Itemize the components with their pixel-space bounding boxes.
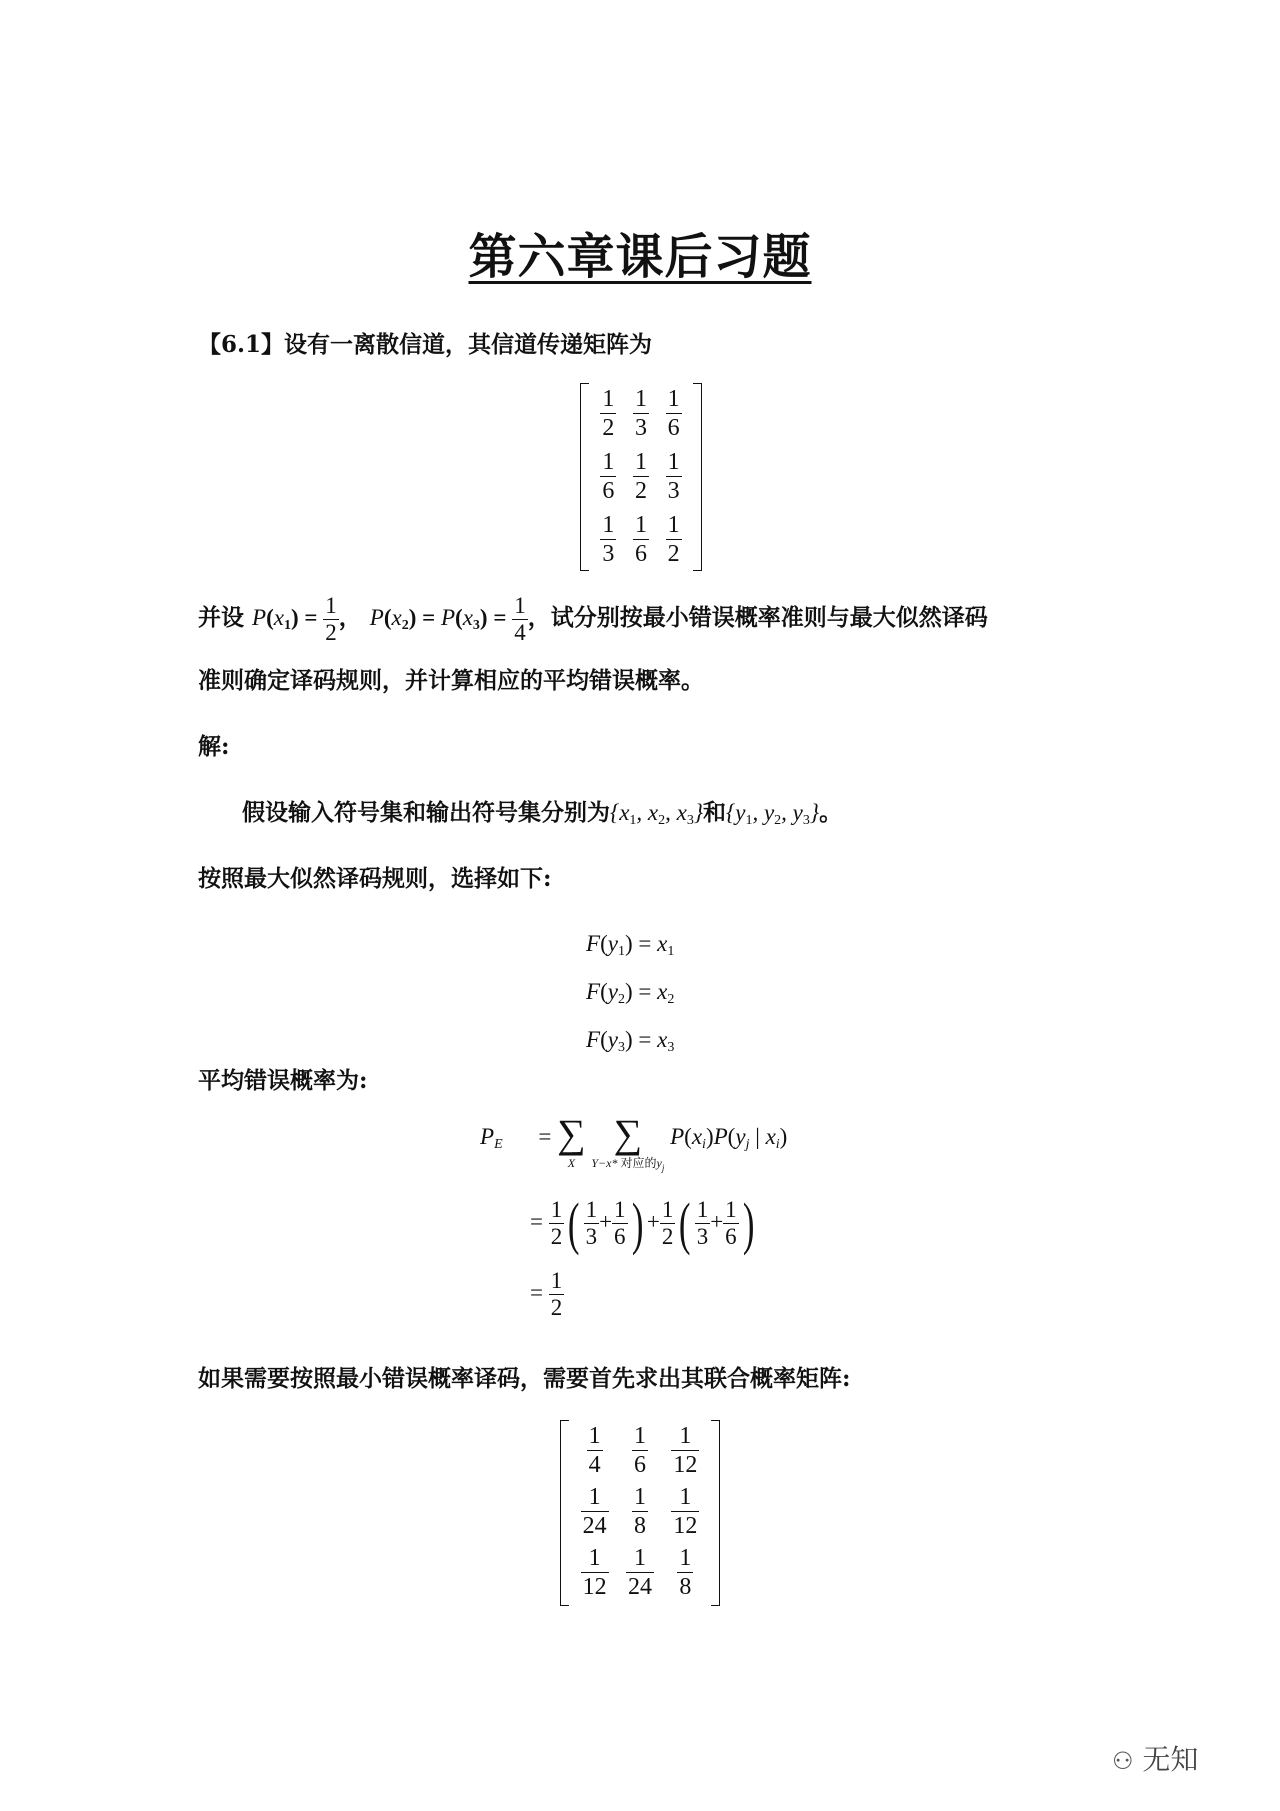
matrix-cell: $\frac{1}{3}$ (602, 512, 615, 567)
matrix-cell: $\frac{1}{2}$ (667, 512, 680, 567)
matrix-cell: $\frac{1}{12}$ (673, 1423, 698, 1478)
channel-matrix (580, 383, 702, 571)
matrix-cell: $\frac{1}{2}$ (602, 386, 615, 441)
solution-label: 解: (198, 733, 230, 760)
matrix-cell: $\frac{1}{8}$ (633, 1484, 646, 1539)
matrix-cell: $\frac{1}{3}$ (634, 386, 647, 441)
frac-one-quarter: $\frac{1}{4}$ (514, 592, 526, 645)
joint-probability-matrix (560, 1420, 720, 1606)
assumption-mid: 和 (703, 799, 727, 826)
assumption-prefix: 假设输入符号集和输出符号集分别为 (242, 799, 610, 826)
prob-x2-x3-formula: P (369, 605, 384, 630)
condition-prefix: 并设 (198, 604, 244, 631)
matrix-cell: $\frac{1}{3}$ (667, 449, 680, 504)
input-symbol-set: {$x_1$, $x_2$, $x_3$} (610, 800, 704, 828)
rule-y1: $F(y_1) = x_1$ (586, 931, 675, 959)
matrix-cell: $\frac{1}{6}$ (633, 1423, 646, 1478)
rule-y3: $F(y_3) = x_3$ (586, 1027, 675, 1055)
page-title: 第六章课后习题 (468, 229, 812, 285)
watermark (1112, 1738, 1198, 1778)
assumption-end: 。 (819, 799, 843, 826)
problem-condition-line2: 准则确定译码规则，并计算相应的平均错误概率。 (198, 667, 704, 694)
frac-one-half: $\frac{1}{2}$ (325, 592, 337, 645)
matrix-cell: $\frac{1}{6}$ (667, 386, 680, 441)
matrix-cell: $\frac{1}{24}$ (582, 1484, 607, 1539)
wechat-icon: ⚇ (1112, 1747, 1134, 1775)
matrix-cell: $\frac{1}{24}$ (627, 1545, 652, 1600)
matrix-cell: $\frac{1}{12}$ (582, 1545, 607, 1600)
condition-suffix: ，试分别按最小错误概率准则与最大似然译码 (527, 604, 988, 631)
problem-text: 设有一离散信道，其信道传递矩阵为 (284, 331, 653, 358)
pe-line3: = $\frac{1}{2}$ (530, 1268, 563, 1320)
matrix-cell: $\frac{1}{6}$ (634, 512, 647, 567)
decoding-rules (586, 924, 674, 1068)
matrix-cell: $\frac{1}{2}$ (634, 449, 647, 504)
matrix-cell: $\frac{1}{4}$ (588, 1423, 601, 1478)
min-error-text: 如果需要按照最小错误概率译码，需要首先求出其联合概率矩阵: (198, 1365, 851, 1392)
watermark-text: 无知 (1142, 1743, 1199, 1776)
problem-number: 【6.1】 (198, 331, 285, 358)
prob-x1-formula: P (252, 605, 267, 630)
problem-condition: 并设 $P(x_1)$ = $\frac{1}{2}$ ， $P(x_2) = P(x_3)$ = $\frac{1}{4}$ ，试分别按最小错误概率准则与最大似然译码 (198, 592, 988, 645)
pe-line2: = $\frac{1}{2}$ ( $\frac{1}{3}$ + $\frac{1}{6}$ ) + $\frac{1}{2}$ ( $\frac{1}{3}$ + $\frac{1}{6}$ ) (530, 1191, 755, 1256)
pe-line1: $P_E$ = ∑ $^X$ ∑ $^{Y-x* 对应的y_j}$ $P(x_i)P(y_j$ | $x_i$) (480, 1124, 787, 1183)
sum-over-x: ∑ $^X$ (557, 1111, 586, 1170)
problem-statement (198, 330, 652, 360)
sum-over-y: ∑ $^{Y-x* 对应的y_j}$ (591, 1111, 665, 1173)
matrix-cell: $\frac{1}{8}$ (679, 1545, 692, 1600)
matrix-cell: $\frac{1}{12}$ (673, 1484, 698, 1539)
avg-error-text: 平均错误概率为: (198, 1067, 368, 1094)
matrix-cell: $\frac{1}{6}$ (602, 449, 615, 504)
solution-assumption (242, 798, 842, 836)
ml-rule-text: 按照最大似然译码规则，选择如下: (198, 865, 552, 892)
output-symbol-set: {$y_1$, $y_2$, $y_3$} (726, 800, 820, 828)
rule-y2: $F(y_2) = x_2$ (586, 979, 675, 1007)
